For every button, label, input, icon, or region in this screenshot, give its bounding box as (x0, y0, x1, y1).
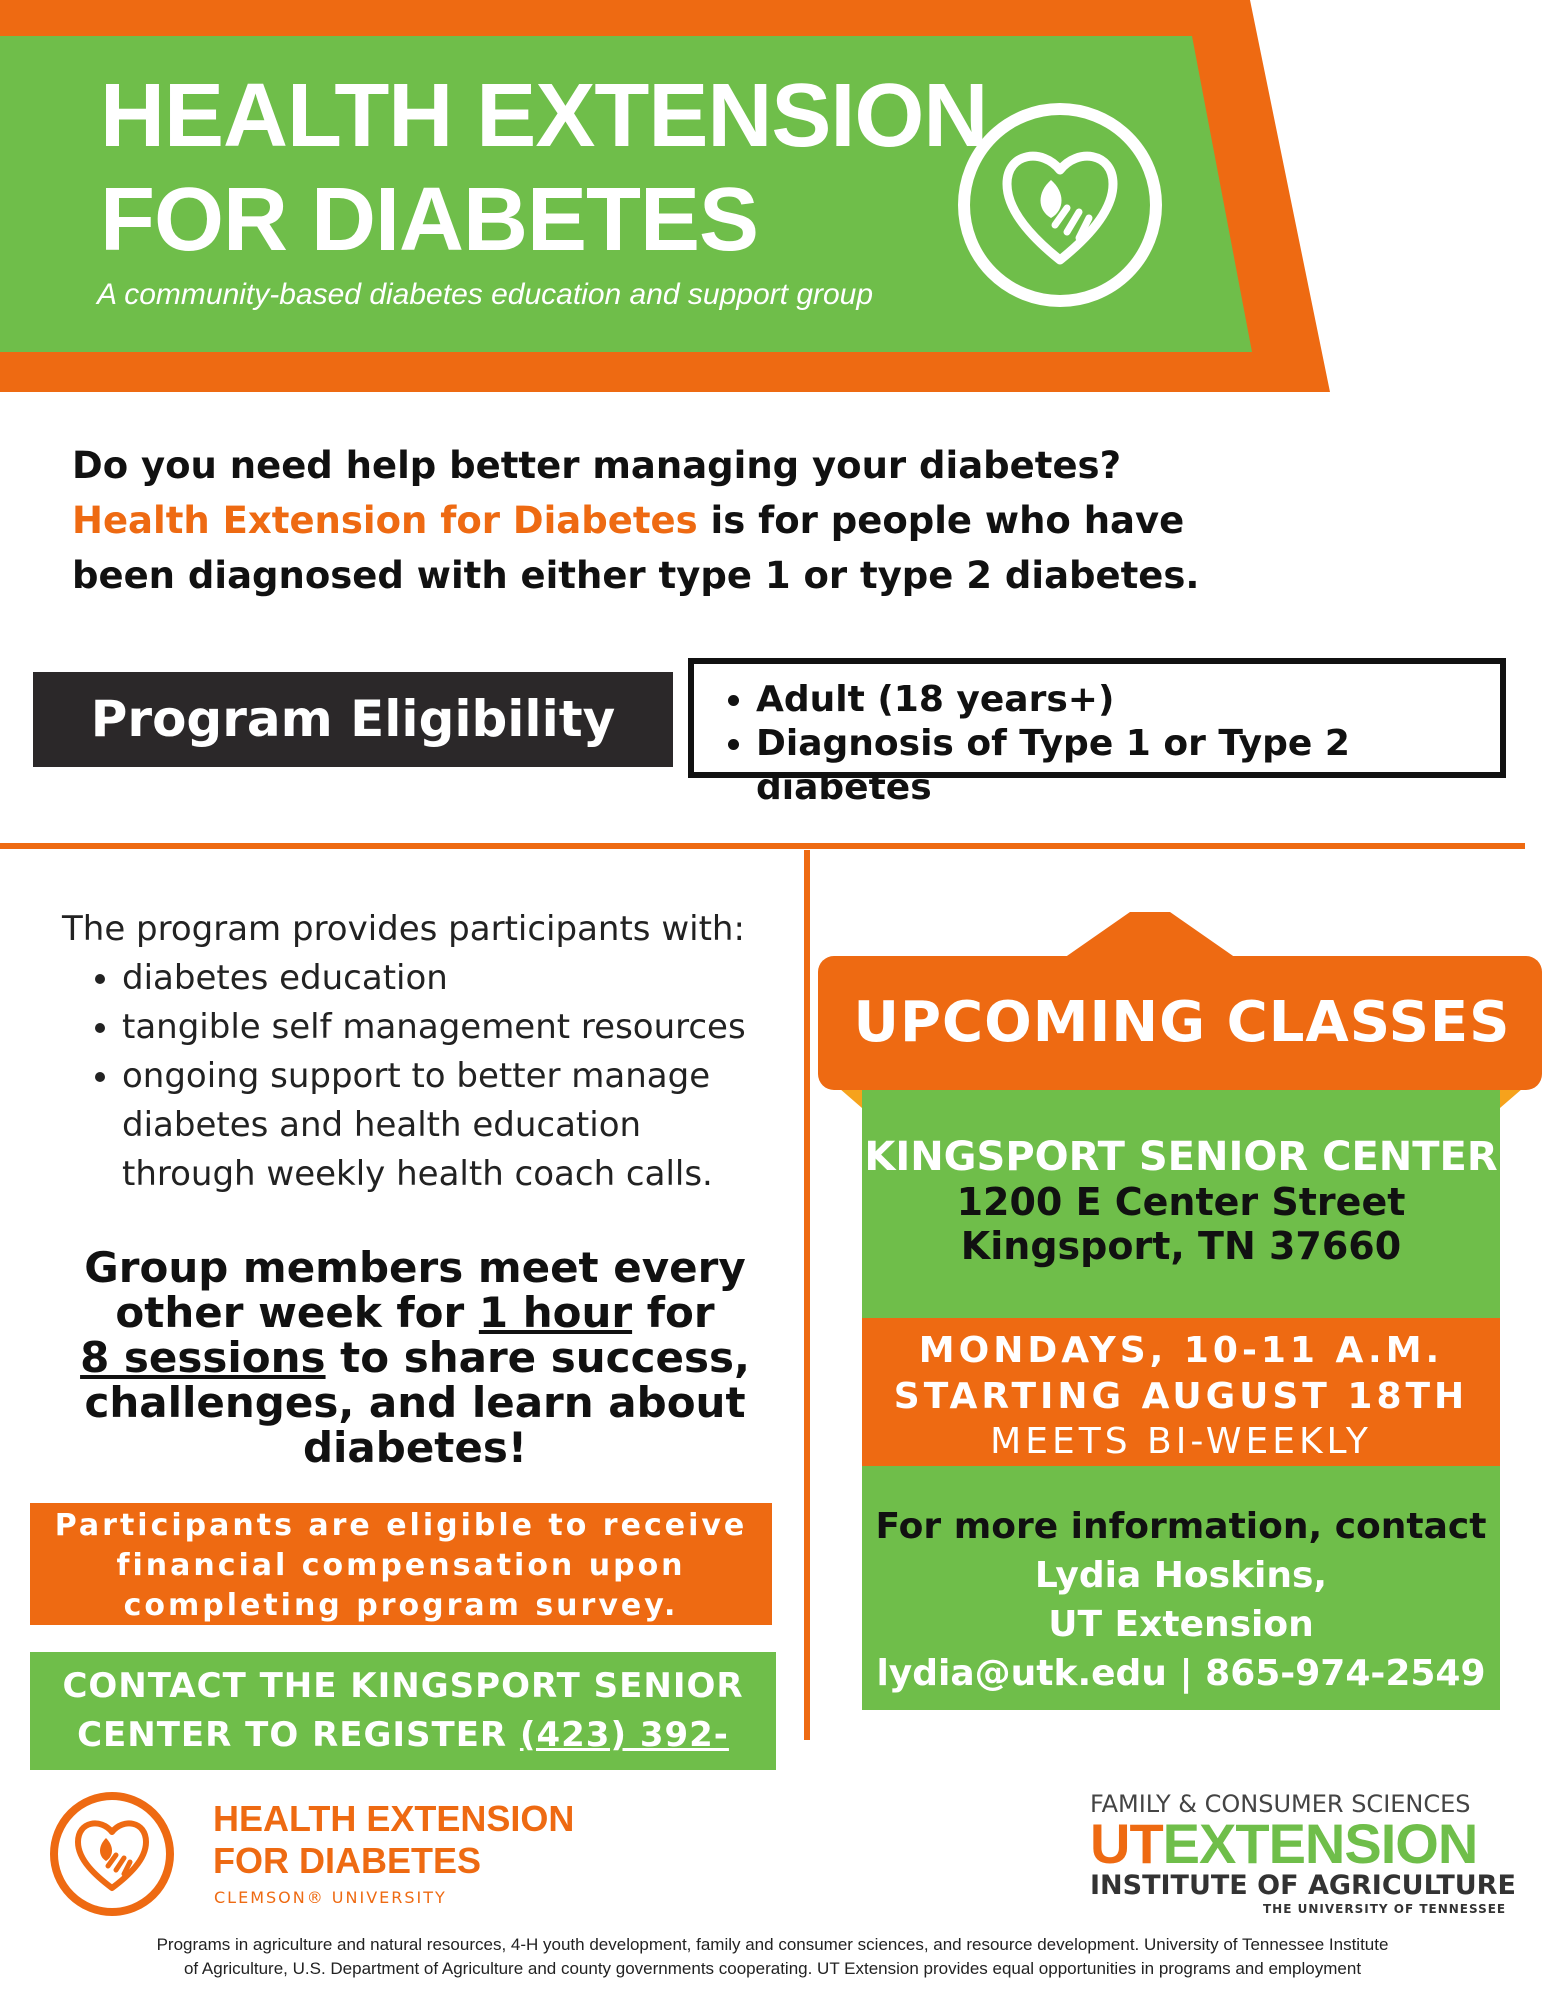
eligibility-box (688, 658, 1506, 808)
institute-label: INSTITUTE OF AGRICULTURE (1090, 1870, 1516, 1901)
provides-item-resources: • tangible self management resources (122, 1003, 782, 1052)
provides-section (62, 905, 782, 1199)
schedule-start: STARTING AUGUST 18TH (893, 1376, 1469, 1417)
program-name-highlight: Health Extension for Diabetes (72, 499, 698, 542)
meeting-part2: for (632, 1288, 715, 1337)
meeting-part3: to share success, challenges, and learn about diabetes! (84, 1333, 750, 1472)
header-title-line2: FOR DIABETES (100, 170, 759, 270)
contact-org: UT Extension (1048, 1604, 1314, 1645)
intro-line2 (72, 493, 1372, 548)
schedule-panel (862, 1318, 1500, 1466)
fcs-label: FAMILY & CONSUMER SCIENCES (1090, 1790, 1471, 1818)
header-title (100, 64, 1000, 272)
contact-details[interactable]: lydia@utk.edu | 865-974-2549 (876, 1653, 1486, 1694)
provides-list (62, 954, 782, 1199)
hed-logo-line2: FOR DIABETES (213, 1840, 482, 1881)
hed-logo-text (213, 1798, 574, 1882)
meeting-sessions: 8 sessions (80, 1333, 326, 1382)
meeting-part1: Group members meet every other week for (84, 1243, 746, 1337)
hands-heart-logo-icon (48, 1790, 176, 1918)
upcoming-classes-title: UPCOMING CLASSES (853, 990, 1511, 1055)
ut-logo-mark: UT (1090, 1812, 1163, 1875)
disclaimer-line1: Programs in agriculture and natural resources, 4-H youth development, family and consumer sciences, and resource development. University of Tennessee Institute (156, 1935, 1389, 1954)
provides-heading: The program provides participants with: (62, 909, 745, 949)
location-name: KINGSPORT SENIOR CENTER (864, 1134, 1498, 1180)
disclaimer-line2: of Agriculture, U.S. Department of Agriculture and county governments cooperating. UT Extension provides equal opportunities in programs and employment (183, 1959, 1362, 1978)
contact-heading: For more information, contact (875, 1506, 1487, 1547)
register-line1: CONTACT THE KINGSPORT SENIOR (62, 1666, 744, 1706)
intro-line1: Do you need help better managing your diabetes? (72, 444, 1122, 487)
eligibility-list (694, 664, 1500, 810)
hed-logo-line1: HEALTH EXTENSION (213, 1798, 575, 1839)
clemson-label: CLEMSON® UNIVERSITY (214, 1888, 447, 1907)
location-panel (862, 1090, 1500, 1318)
meeting-info (60, 1245, 770, 1470)
hands-heart-icon (955, 100, 1165, 310)
intro-text (72, 438, 1372, 603)
eligibility-item-diagnosis: • Diagnosis of Type 1 or Type 2 diabetes (756, 722, 1500, 810)
provides-item-support: • ongoing support to better manage diabetes and health education through weekly health coach calls. (122, 1052, 782, 1199)
register-line2-text: CENTER TO REGISTER (77, 1715, 520, 1755)
header-subtitle: A community-based diabetes education and support group (97, 278, 874, 311)
schedule-day-time: MONDAYS, 10-11 A.M. (918, 1330, 1444, 1371)
extension-logo-text: EXTENSION (1162, 1812, 1478, 1875)
location-address-city: Kingsport, TN 37660 (960, 1224, 1402, 1268)
intro-line3: been diagnosed with either type 1 or type 2 diabetes. (72, 554, 1200, 597)
location-address-street: 1200 E Center Street (956, 1180, 1406, 1224)
contact-panel (862, 1466, 1500, 1710)
contact-name: Lydia Hoskins, (1034, 1555, 1328, 1596)
vertical-divider (804, 850, 810, 1740)
horizontal-divider (0, 843, 1525, 849)
compensation-banner: Participants are eligible to receive financial compensation upon completing program survey. (30, 1503, 772, 1625)
eligibility-item-age: • Adult (18 years+) (756, 678, 1500, 722)
schedule-frequency: MEETS BI-WEEKLY (990, 1421, 1372, 1462)
footer-disclaimer (60, 1933, 1485, 1981)
ut-extension-logo (1090, 1812, 1478, 1875)
header-title-line1: HEALTH EXTENSION (100, 66, 988, 166)
provides-item-education: • diabetes education (122, 954, 782, 1003)
utn-label: THE UNIVERSITY OF TENNESSEE (1263, 1902, 1507, 1916)
intro-line2-rest: is for people who have (697, 499, 1185, 542)
register-banner (30, 1652, 776, 1804)
meeting-duration: 1 hour (478, 1288, 633, 1337)
eligibility-label: Program Eligibility (33, 672, 673, 767)
register-phone-link[interactable]: (423) 392-8400 (353, 1715, 729, 1804)
